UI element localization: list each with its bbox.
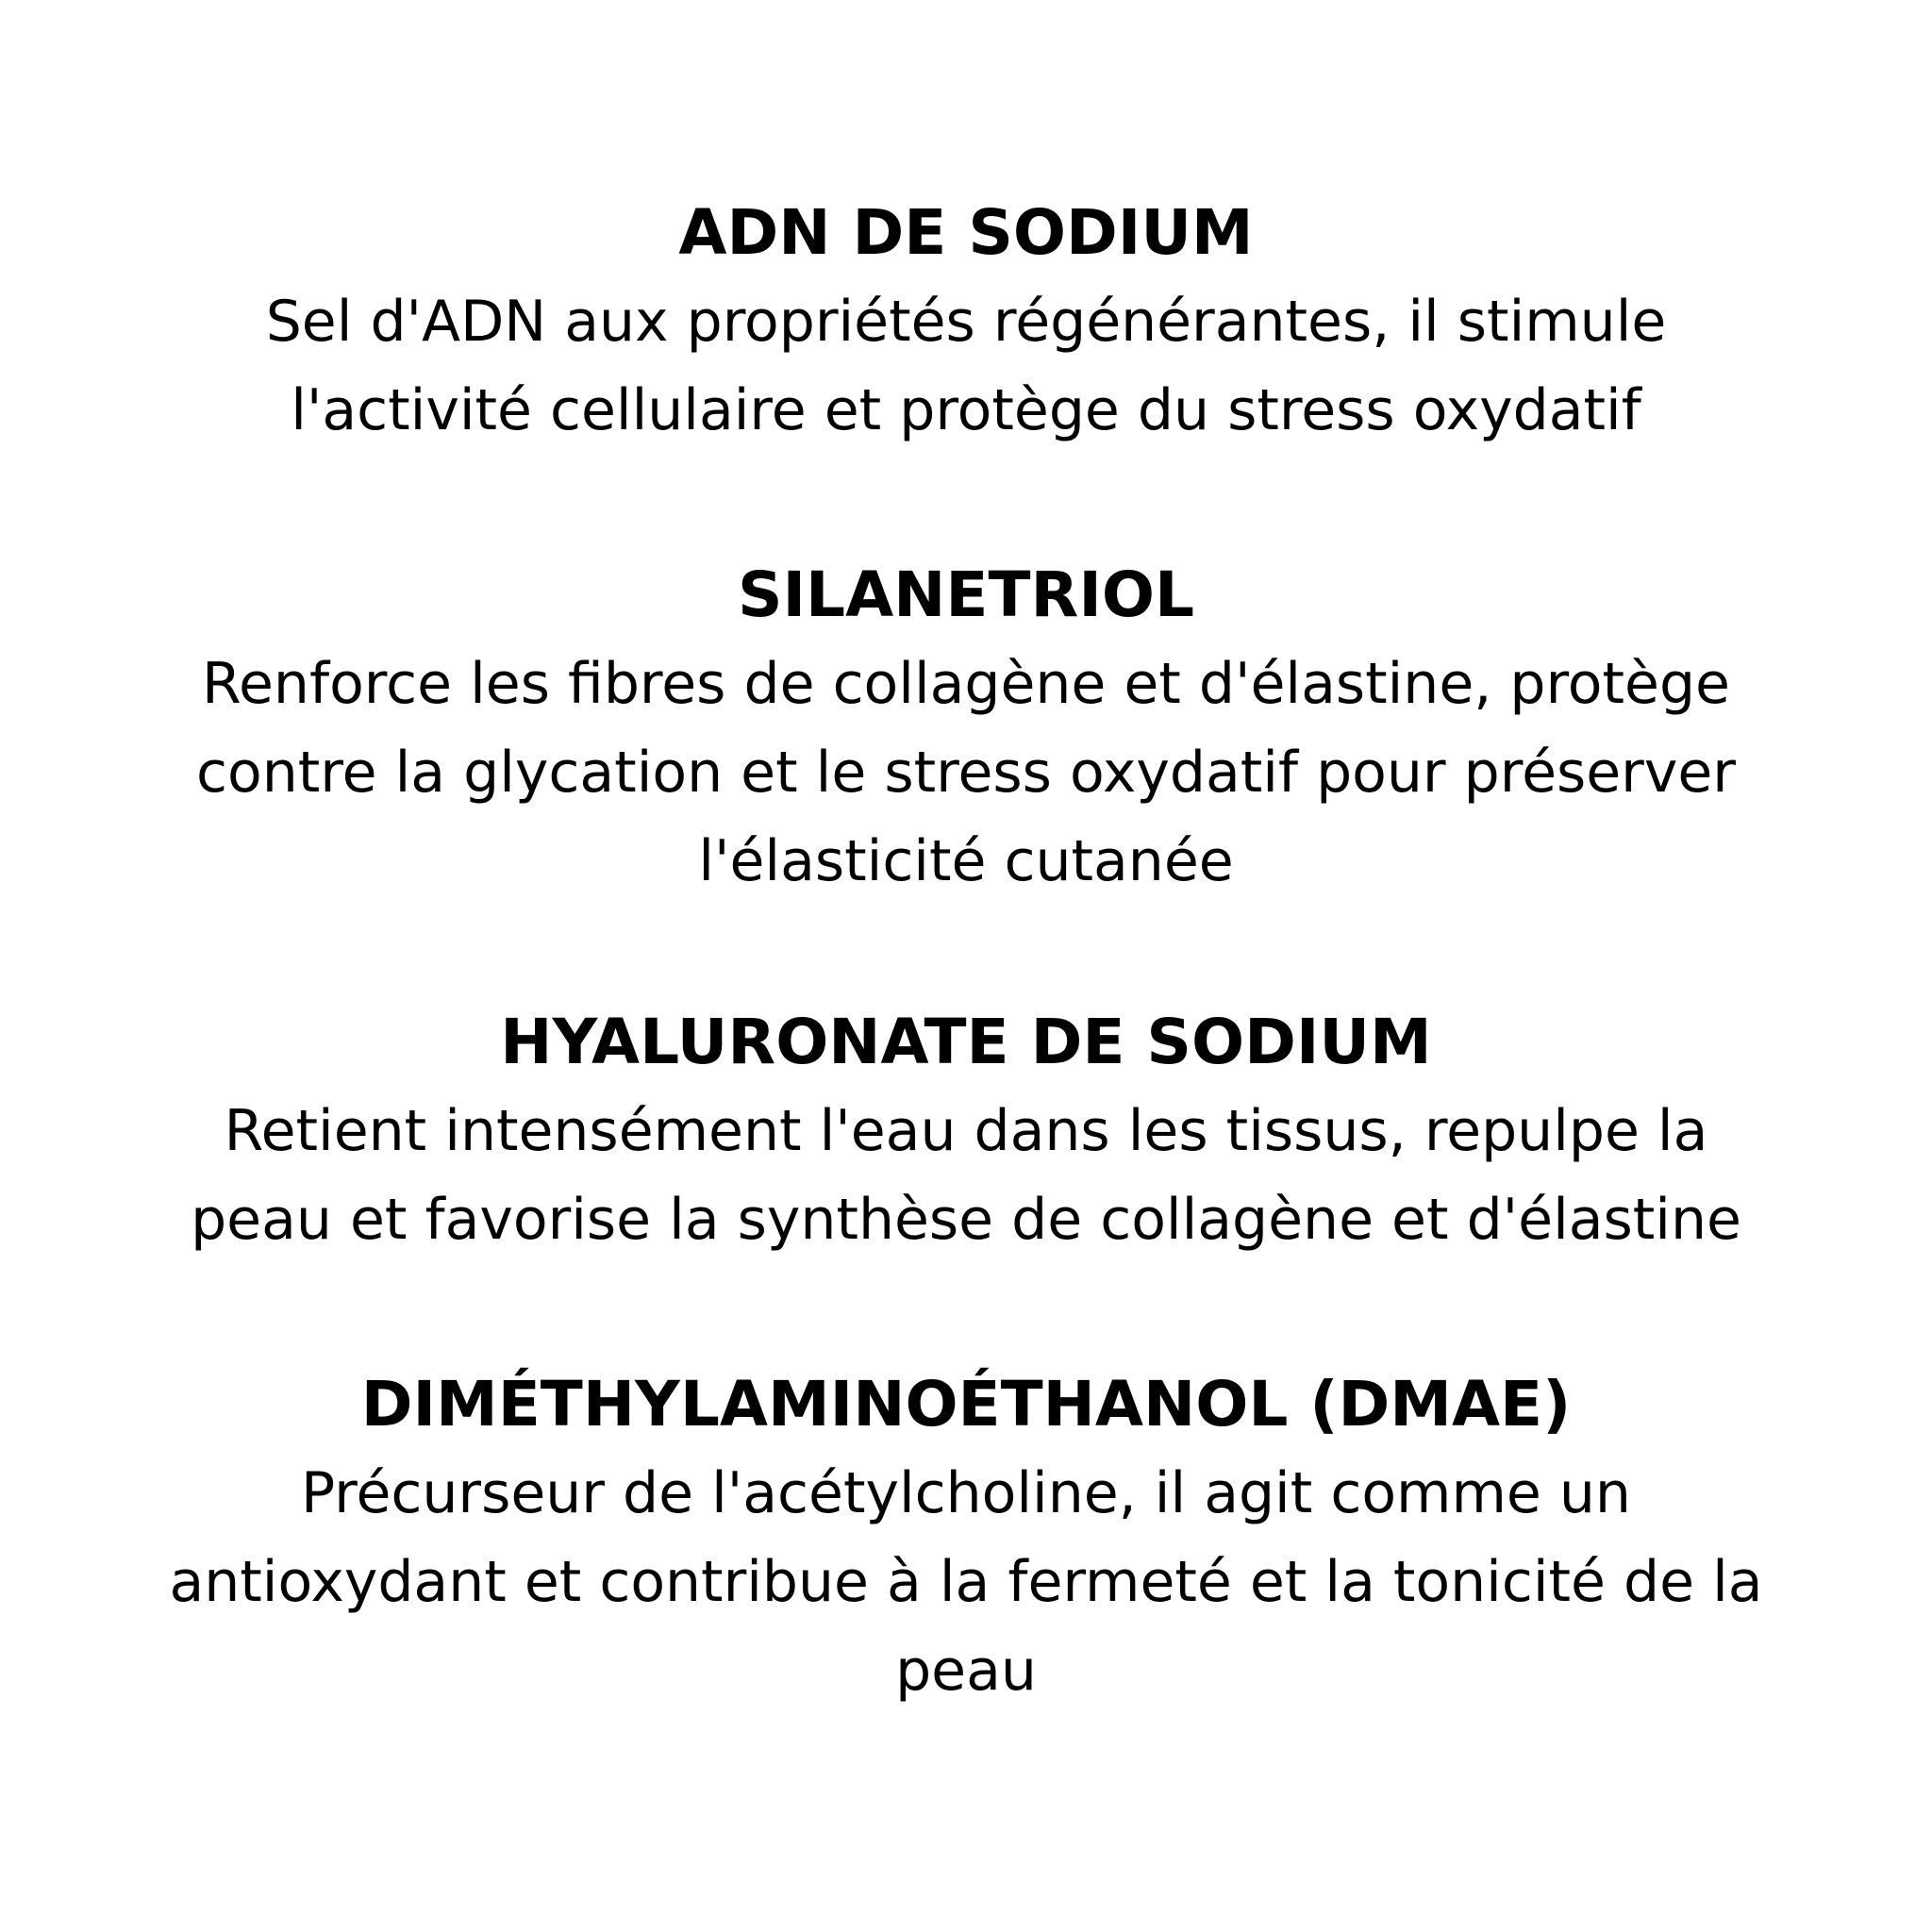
ingredient-name: HYALURONATE DE SODIUM bbox=[500, 1006, 1432, 1078]
ingredient-description-line: Précurseur de l'acétylcholine, il agit comme un bbox=[301, 1460, 1631, 1526]
ingredient-adn-de-sodium bbox=[0, 189, 1932, 455]
ingredient-name: ADN DE SODIUM bbox=[678, 196, 1254, 269]
ingredient-description-line: antioxydant et contribue à la fermeté et la tonicité de la bbox=[169, 1549, 1763, 1615]
ingredient-name: DIMÉTHYLAMINOÉTHANOL (DMAE) bbox=[360, 1368, 1572, 1441]
ingredient-description-line: contre la glycation et le stress oxydatif pour préserver bbox=[196, 740, 1736, 806]
ingredient-description-line: Renforce les fibres de collagène et d'élastine, protège bbox=[202, 651, 1730, 717]
ingredient-description-line: peau et favorise la synthèse de collagène et d'élastine bbox=[191, 1187, 1741, 1253]
ingredient-dmae bbox=[0, 1360, 1932, 1715]
ingredient-description-line: Sel d'ADN aux propriétés régénérantes, il stimule bbox=[265, 289, 1667, 355]
ingredient-description-line: peau bbox=[895, 1638, 1037, 1704]
ingredient-name: SILANETRIOL bbox=[737, 558, 1195, 631]
ingredient-description-line: l'élasticité cutanée bbox=[698, 828, 1234, 894]
ingredient-description-line: Retient intensément l'eau dans les tissus, repulpe la bbox=[224, 1098, 1708, 1164]
ingredient-silanetriol bbox=[0, 551, 1932, 906]
ingredient-hyaluronate-de-sodium bbox=[0, 998, 1932, 1264]
ingredient-description-line: l'activité cellulaire et protège du stress oxydatif bbox=[291, 377, 1641, 443]
